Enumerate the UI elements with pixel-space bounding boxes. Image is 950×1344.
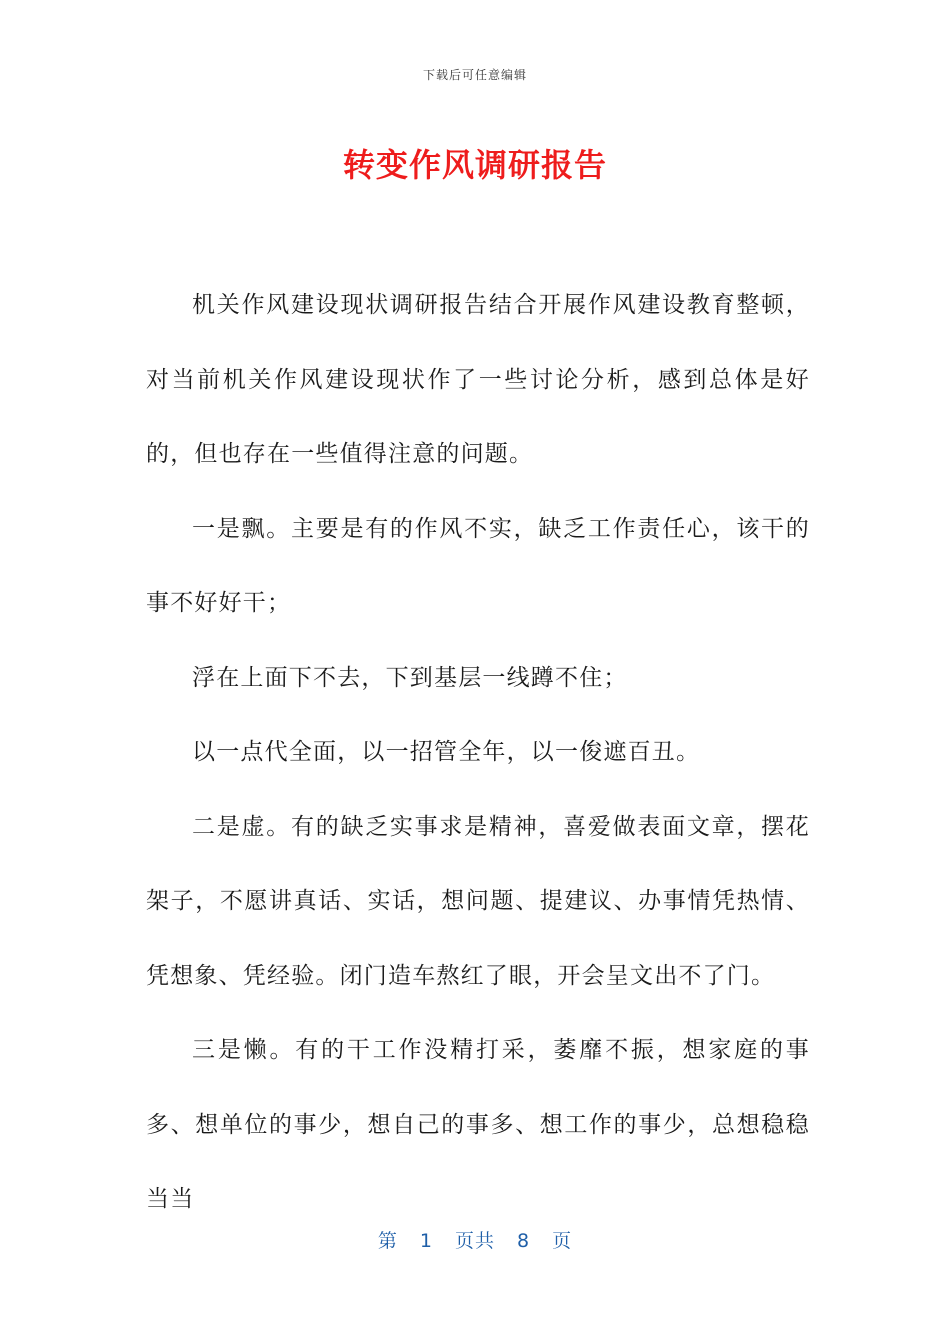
document-title: 转变作风调研报告 bbox=[342, 146, 607, 184]
header-note: 下载后可任意编辑 bbox=[422, 68, 527, 82]
footer-middle: 页共 bbox=[454, 1230, 495, 1252]
paragraph-point-three: 三是懒。有的干工作没精打采，萎靡不振，想家庭的事多、想单位的事少，想自己的事多、想工作的事少，总想稳稳当当 bbox=[146, 1037, 810, 1212]
footer-total-pages: 8 bbox=[517, 1230, 531, 1252]
document-body bbox=[146, 268, 810, 1237]
paragraph-point-one-cont-1: 浮在上面下不去，下到基层一线蹲不住； bbox=[192, 664, 628, 691]
paragraph-point-one: 一是飘。主要是有的作风不实，缺乏工作责任心，该干的事不好好干； bbox=[146, 515, 810, 616]
paragraph-point-one-cont-2: 以一点代全面，以一招管全年，以一俊遮百丑。 bbox=[192, 739, 701, 765]
page-footer bbox=[0, 1226, 950, 1253]
footer-prefix: 第 bbox=[377, 1230, 398, 1252]
footer-current-page: 1 bbox=[419, 1230, 433, 1252]
paragraph-intro: 机关作风建设现状调研报告结合开展作风建设教育整顿，对当前机关作风建设现状作了一些讨论分析，感到总体是好的，但也存在一些值得注意的问题。 bbox=[146, 292, 810, 467]
paragraph-point-two: 二是虚。有的缺乏实事求是精神，喜爱做表面文章，摆花架子，不愿讲真话、实话，想问题、提建议、办事情凭热情、凭想象、凭经验。闭门造车熬红了眼，开会呈文出不了门。 bbox=[146, 813, 810, 989]
footer-suffix: 页 bbox=[552, 1230, 573, 1252]
